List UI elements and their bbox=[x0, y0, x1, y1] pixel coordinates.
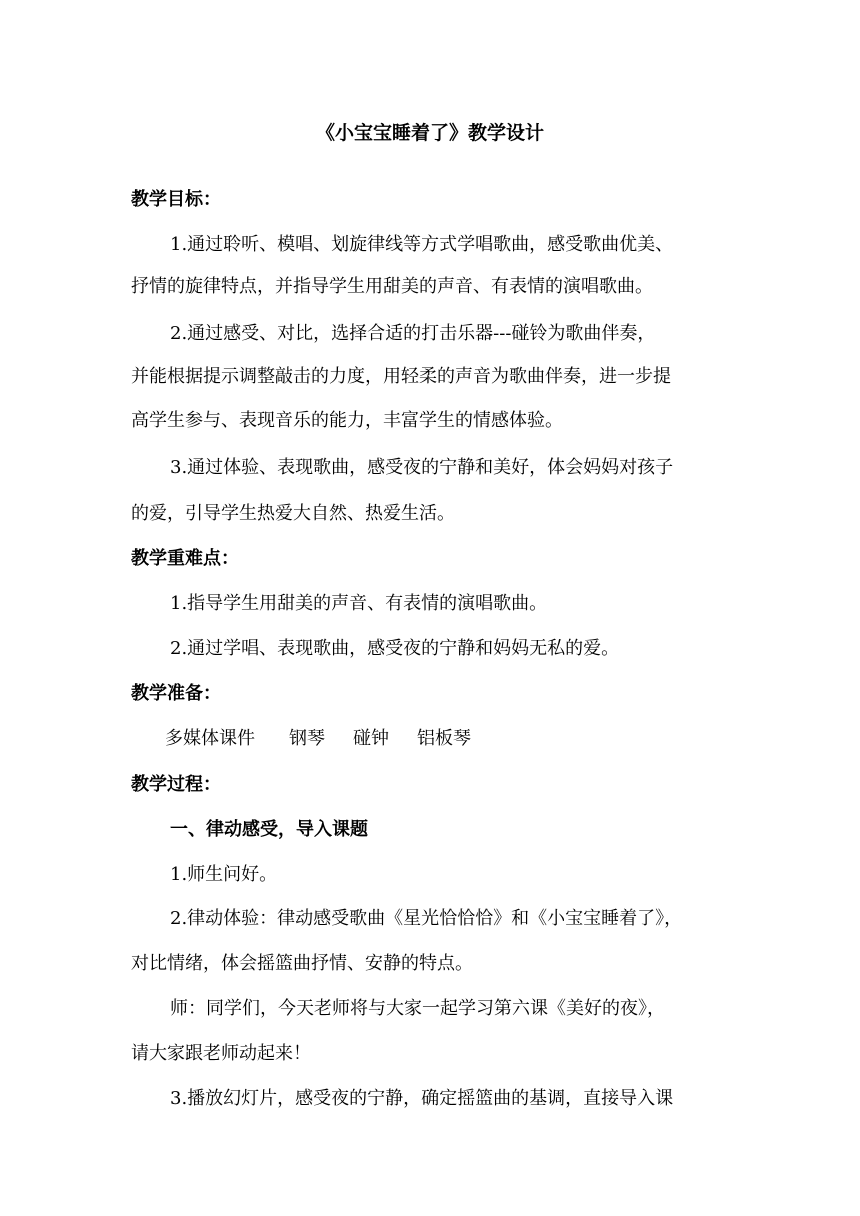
objectives-line-2: 抒情的旋律特点，并指导学生用甜美的声音、有表情的演唱歌曲。 bbox=[131, 276, 653, 297]
preparation-item: 铝板琴 bbox=[417, 728, 471, 749]
process-line-3: 对比情绪，体会摇篮曲抒情、安静的特点。 bbox=[131, 953, 473, 974]
objectives-heading: 教学目标： bbox=[131, 189, 221, 210]
process-line-4: 师：同学们，今天老师将与大家一起学习第六课《美好的夜》， bbox=[170, 998, 665, 1019]
preparation-item: 钢琴 bbox=[289, 728, 325, 749]
preparation-items bbox=[165, 724, 765, 750]
key-points-line-2: 2.通过学唱、表现歌曲，感受夜的宁静和妈妈无私的爱。 bbox=[170, 638, 620, 659]
process-line-5: 请大家跟老师动起来！ bbox=[131, 1043, 311, 1064]
process-line-2: 2.律动体验：律动感受歌曲《星光恰恰恰》和《小宝宝睡着了》， bbox=[170, 908, 683, 929]
key-points-line-1: 1.指导学生用甜美的声音、有表情的演唱歌曲。 bbox=[170, 593, 548, 614]
objectives-line-3: 2.通过感受、对比，选择合适的打击乐器---碰铃为歌曲伴奏， bbox=[170, 323, 656, 344]
objectives-line-4: 并能根据提示调整敲击的力度，用轻柔的声音为歌曲伴奏，进一步提 bbox=[131, 366, 671, 387]
preparation-item: 多媒体课件 bbox=[165, 728, 255, 749]
process-subheading: 一、律动感受，导入课题 bbox=[170, 819, 368, 840]
process-heading: 教学过程： bbox=[131, 774, 221, 795]
objectives-line-7: 的爱，引导学生热爱大自然、热爱生活。 bbox=[131, 503, 455, 524]
objectives-line-5: 高学生参与、表现音乐的能力，丰富学生的情感体验。 bbox=[131, 410, 563, 431]
key-points-heading: 教学重难点： bbox=[131, 548, 239, 569]
document-title: 《小宝宝睡着了》教学设计 bbox=[315, 122, 544, 144]
process-line-1: 1.师生问好。 bbox=[170, 864, 278, 885]
objectives-line-1: 1.通过聆听、模唱、划旋律线等方式学唱歌曲，感受歌曲优美、 bbox=[170, 234, 674, 255]
process-line-6: 3.播放幻灯片，感受夜的宁静，确定摇篮曲的基调，直接导入课 bbox=[170, 1088, 674, 1109]
objectives-line-6: 3.通过体验、表现歌曲，感受夜的宁静和美好，体会妈妈对孩子 bbox=[170, 457, 674, 478]
preparation-heading: 教学准备： bbox=[131, 683, 221, 704]
preparation-item: 碰钟 bbox=[353, 728, 389, 749]
